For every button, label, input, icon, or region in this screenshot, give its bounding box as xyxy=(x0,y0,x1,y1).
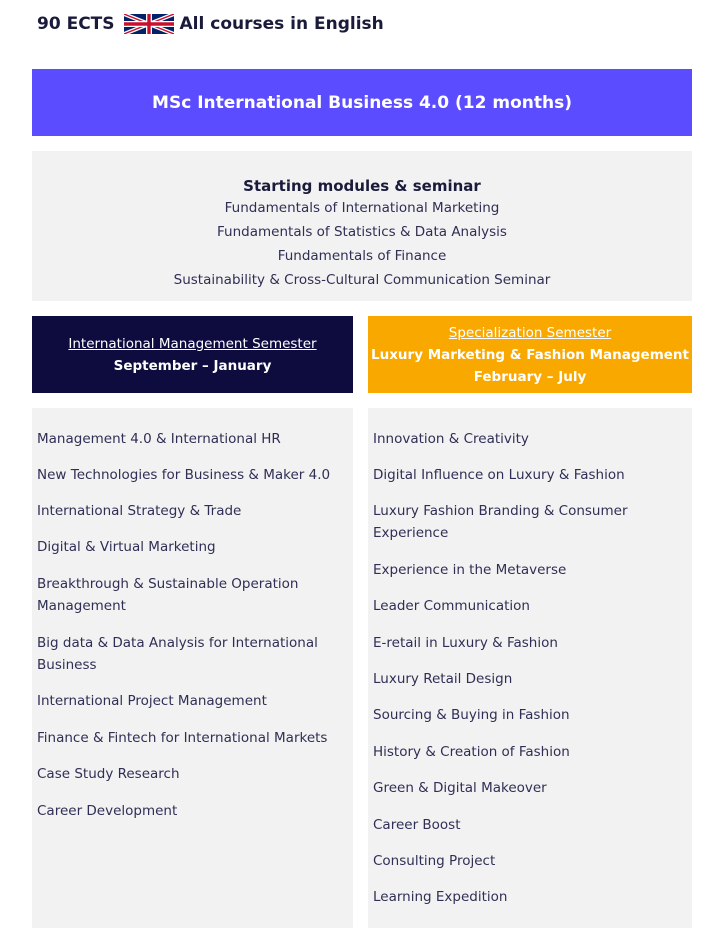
course-item: Innovation & Creativity xyxy=(373,431,529,447)
management-semester-header xyxy=(32,316,353,393)
course-item: Big data & Data Analysis for International Business xyxy=(37,635,318,673)
header-line xyxy=(37,12,384,36)
management-course-list xyxy=(32,408,353,928)
management-semester-title-link[interactable]: International Management Semester xyxy=(68,335,317,352)
uk-flag-icon xyxy=(124,14,174,34)
starting-module-item: Fundamentals of Statistics & Data Analysis xyxy=(217,224,507,240)
course-item: Digital Influence on Luxury & Fashion xyxy=(373,467,625,483)
course-item: Case Study Research xyxy=(37,766,180,782)
course-item: Green & Digital Makeover xyxy=(373,780,547,796)
specialization-semester-subtitle: Luxury Marketing & Fashion Management xyxy=(371,346,689,363)
starting-modules-heading: Starting modules & seminar xyxy=(243,177,481,195)
course-item: Luxury Retail Design xyxy=(373,671,513,687)
course-item: New Technologies for Business & Maker 4.0 xyxy=(37,467,331,483)
specialization-semester-title-link[interactable]: Specialization Semester xyxy=(448,324,612,341)
course-item: Experience in the Metaverse xyxy=(373,562,567,578)
course-item: Sourcing & Buying in Fashion xyxy=(373,707,570,723)
specialization-course-list xyxy=(368,408,692,928)
course-item: Learning Expedition xyxy=(373,889,508,905)
ects-label: 90 ECTS xyxy=(37,14,115,34)
course-item: Breakthrough & Sustainable Operation Management xyxy=(37,576,299,614)
starting-module-item: Fundamentals of Finance xyxy=(277,248,447,264)
course-item: Finance & Fintech for International Markets xyxy=(37,730,328,746)
course-item: History & Creation of Fashion xyxy=(373,744,570,760)
course-item: Career Development xyxy=(37,803,178,819)
specialization-semester-period: February – July xyxy=(473,368,587,385)
program-title: MSc International Business 4.0 (12 months) xyxy=(152,92,572,113)
starting-modules-box xyxy=(32,151,692,301)
course-item: Career Boost xyxy=(373,817,461,833)
course-item: Luxury Fashion Branding & Consumer Experience xyxy=(373,503,628,541)
starting-module-item: Fundamentals of International Marketing xyxy=(224,200,500,216)
starting-module-item: Sustainability & Cross-Cultural Communication Seminar xyxy=(173,272,551,288)
language-label: All courses in English xyxy=(179,14,384,34)
course-item: Management 4.0 & International HR xyxy=(37,431,281,447)
management-semester-period: September – January xyxy=(113,357,272,374)
course-item: Consulting Project xyxy=(373,853,496,869)
course-item: E-retail in Luxury & Fashion xyxy=(373,635,558,651)
course-item: Leader Communication xyxy=(373,598,530,614)
program-banner xyxy=(32,69,692,136)
course-item: International Project Management xyxy=(37,693,267,709)
course-item: International Strategy & Trade xyxy=(37,503,242,519)
course-item: Digital & Virtual Marketing xyxy=(37,539,216,555)
specialization-semester-header xyxy=(368,316,692,393)
